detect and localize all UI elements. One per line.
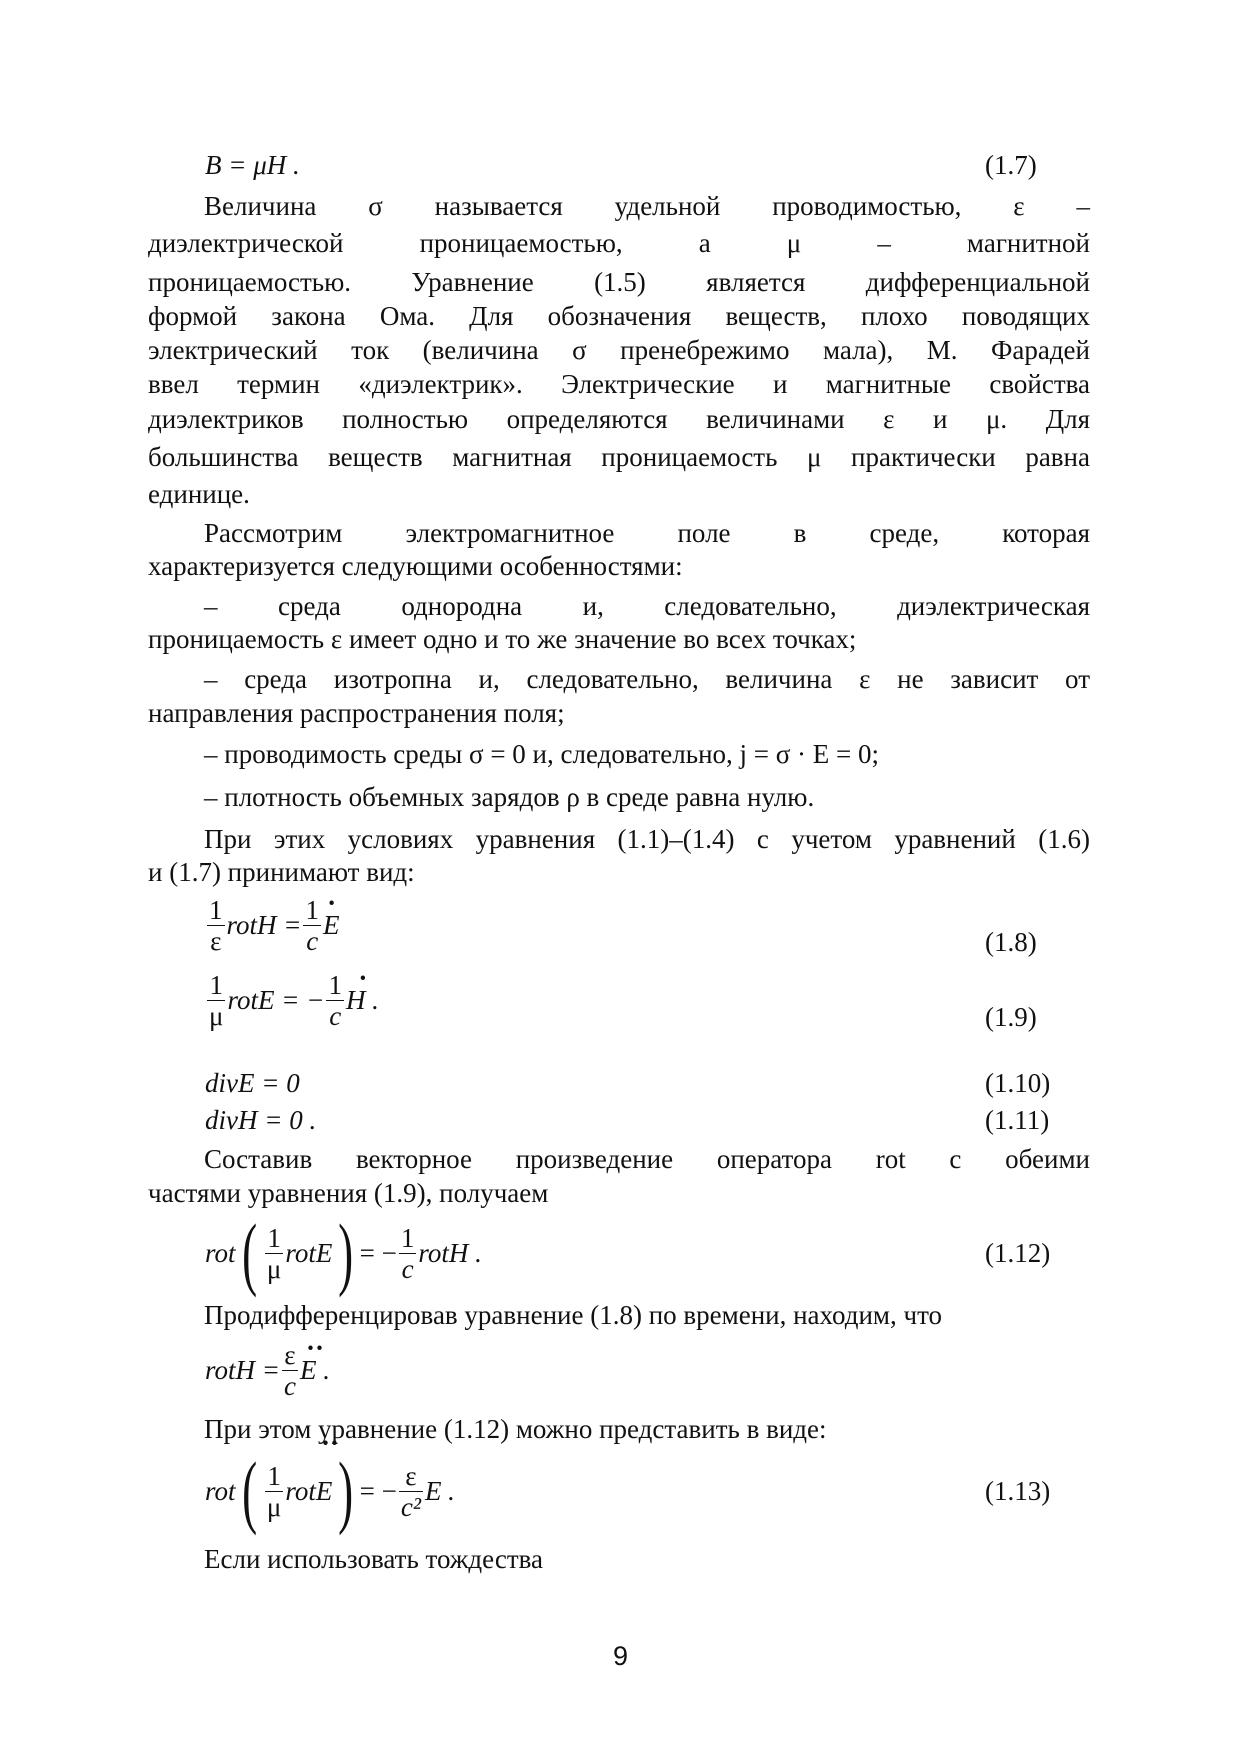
left-paren: (: [241, 1445, 257, 1536]
paragraph-line: частями уравнения (1.9), получаем: [148, 1178, 549, 1208]
list-item-line: – среда однородна и, следовательно, диэлектрическая: [204, 591, 1090, 621]
fraction: $\frac{1}{\mu}$: [266, 1460, 282, 1522]
paragraph-line: проницаемостью. Уравнение (1.5) является дифференциальной: [148, 267, 1090, 297]
equation-number: (1.13): [985, 1476, 1051, 1506]
list-item-line: направления распространения поля;: [148, 698, 565, 728]
equation-number: (1.10): [985, 1068, 1051, 1098]
list-item-line: – плотность объемных зарядов ρ в среде равна нулю.: [204, 782, 815, 812]
fraction: $\frac{1}{c}$: [400, 1222, 415, 1284]
paragraph-line: формой закона Ома. Для обозначения веществ, плохо поводящих: [148, 301, 1090, 331]
paragraph-line: и (1.7) принимают вид:: [148, 857, 415, 887]
equation-number: (1.12): [985, 1238, 1051, 1268]
paragraph-line: электрический ток (величина σ пренебрежимо мала), М. Фарадей: [148, 335, 1090, 365]
equation-1-9: $\frac{1}{\mu}$ rotE = − $\frac{1}{c}$ · H .: [205, 970, 379, 1031]
fraction: $\frac{\varepsilon}{c}$: [283, 1340, 296, 1401]
equation-1-8: $\frac{1}{\varepsilon}$ rotH = $\frac{1}{c}$ · E: [205, 895, 339, 956]
list-item-line: проницаемость ε имеет одно и то же значение во всех точках;: [148, 624, 857, 654]
left-paren: (: [241, 1207, 257, 1298]
equation-number: (1.8): [985, 927, 1037, 957]
list-item-line: – среда изотропна и, следовательно, величина ε не зависит от: [204, 664, 1090, 694]
equation-number: (1.7): [985, 150, 1037, 180]
equation-1-10: divE = 0: [205, 1068, 300, 1098]
paragraph-line: диэлектриков полностью определяются величинами ε и μ. Для: [148, 404, 1090, 434]
equation-formula: B = μH .: [205, 150, 300, 180]
paragraph-line: Если использовать тождества: [204, 1544, 543, 1574]
equation-1-11: divH = 0 .: [205, 1105, 317, 1135]
paragraph-line: При этом уравнение (1.12) можно представить в виде:: [204, 1414, 827, 1444]
equation-1-13: rot( $\frac{1}{\mu}$ rotE) = − $\frac{\varepsilon}{\text{c²}}$ ·· E .: [205, 1450, 455, 1532]
paragraph-line: характеризуется следующими особенностями:: [148, 551, 683, 581]
equation-number: (1.9): [985, 1002, 1037, 1032]
paragraph-line: большинства веществ магнитная проницаемость μ практически равна: [148, 442, 1090, 472]
right-paren: ): [338, 1445, 354, 1536]
paragraph-line: Составив векторное произведение оператора rot с обеими: [204, 1144, 1090, 1174]
fraction: $\frac{1}{\mu}$: [209, 970, 224, 1031]
paragraph-line: Величина σ называется удельной проводимостью, ε –: [204, 191, 1090, 221]
paragraph-line: ввел термин «диэлектрик». Электрические и магнитные свойства: [148, 369, 1090, 399]
paragraph-line: Рассмотрим электромагнитное поле в среде, которая: [204, 518, 1090, 548]
fraction: $\frac{1}{\varepsilon}$: [209, 895, 223, 956]
paragraph-line: При этих условиях уравнения (1.1)–(1.4) с учетом уравнений (1.6): [204, 824, 1090, 854]
page-number: 9: [612, 1641, 629, 1671]
paragraph-line: Продифференцировав уравнение (1.8) по времени, находим, что: [204, 1300, 943, 1330]
right-paren: ): [338, 1207, 354, 1298]
paragraph-line: единице.: [148, 479, 250, 509]
equation-rot-h: rotH = $\frac{\varepsilon}{c}$ ·· E .: [205, 1340, 330, 1401]
fraction: $\frac{1}{c}$: [305, 895, 319, 956]
fraction: $\frac{1}{\mu}$: [266, 1222, 282, 1284]
equation-number: (1.11): [985, 1105, 1050, 1135]
fraction: $\frac{\varepsilon}{\text{c²}}$: [400, 1460, 421, 1522]
paragraph-line: диэлектрической проницаемостью, а μ – магнитной: [148, 228, 1090, 258]
fraction: $\frac{1}{c}$: [328, 970, 342, 1031]
equation-1-12: rot( $\frac{1}{\mu}$ rotE) = − $\frac{1}{c}$ rotH .: [205, 1207, 482, 1298]
list-item-line: – проводимость среды σ = 0 и, следовательно, j = σ · E = 0;: [204, 739, 880, 769]
